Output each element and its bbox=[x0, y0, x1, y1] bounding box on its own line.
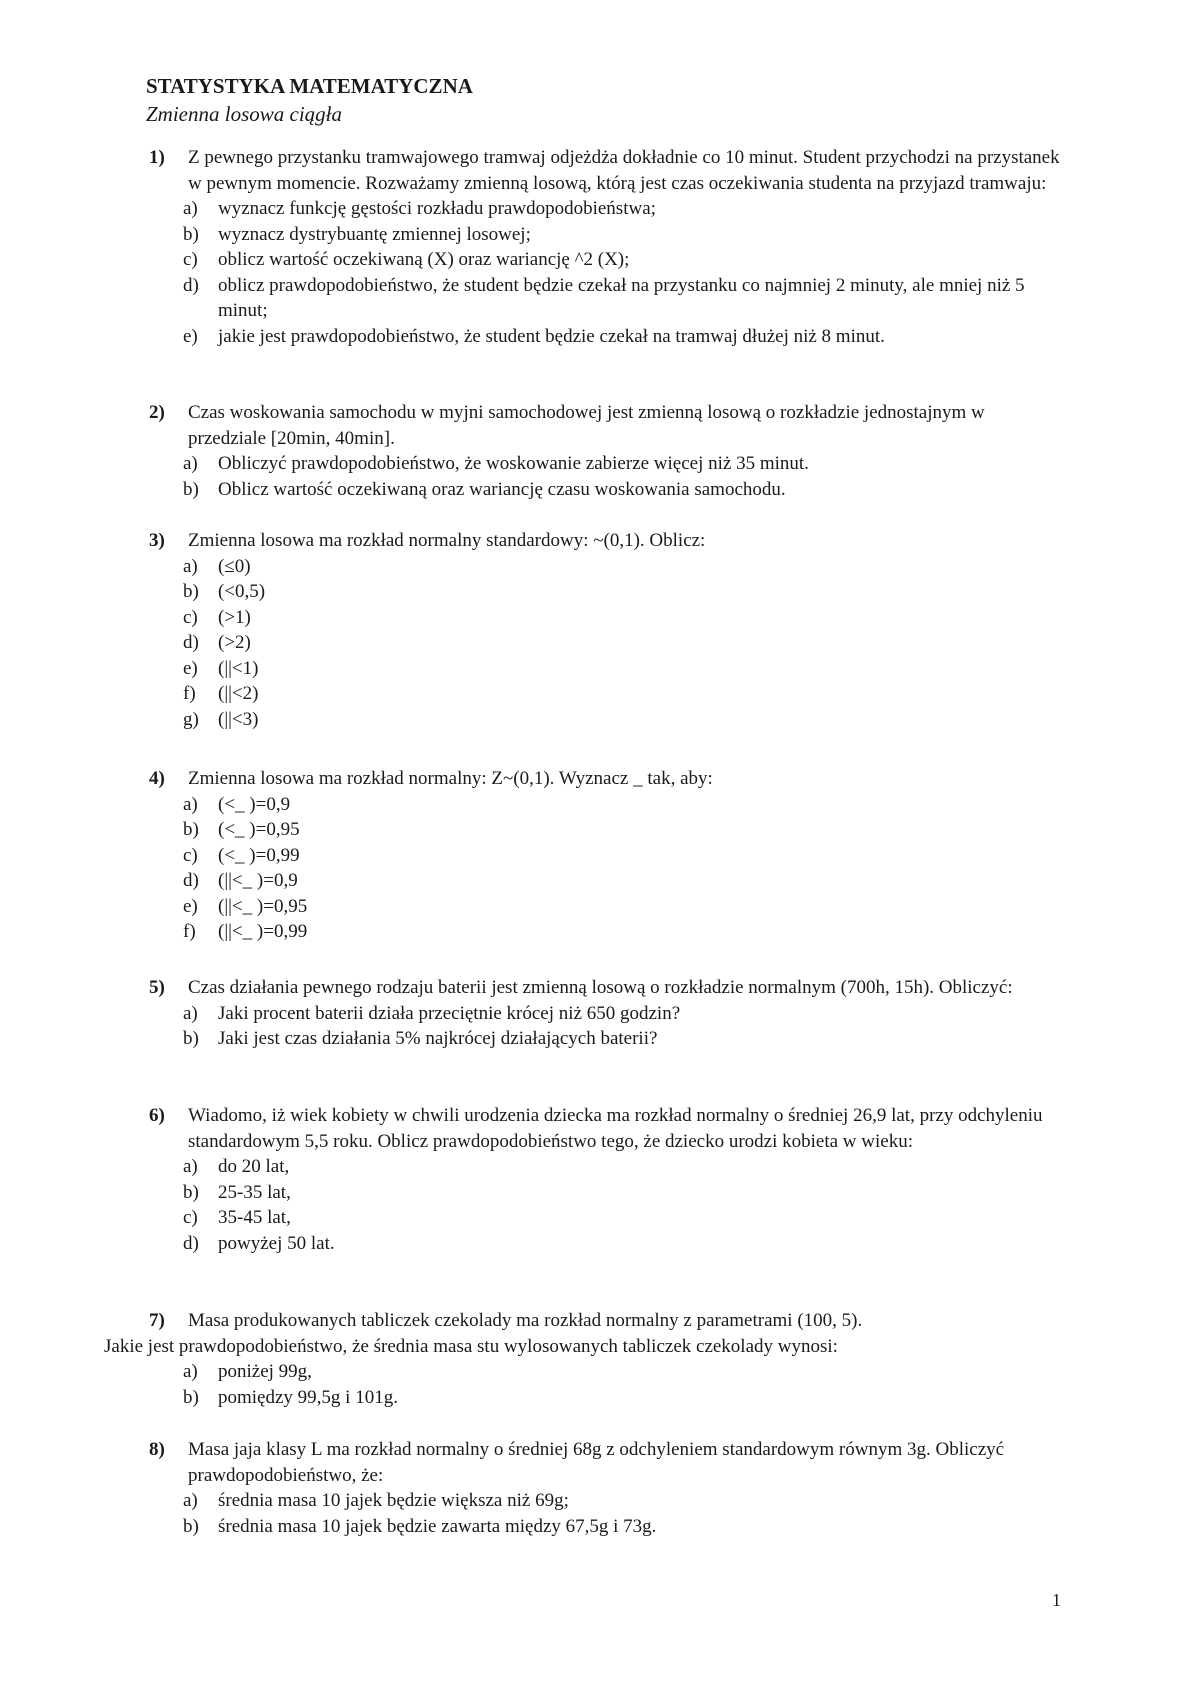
subitem-text: (<0,5) bbox=[218, 581, 266, 602]
subitem-text: (>1) bbox=[218, 606, 251, 628]
subitem-text: poniżej 99g, bbox=[218, 1361, 312, 1382]
document-title: STATYSTYKA MATEMATYCZNA bbox=[146, 74, 473, 98]
problem-number: 7) bbox=[149, 1310, 165, 1331]
subitem-label: d) bbox=[183, 274, 199, 296]
problem-number: 2) bbox=[149, 402, 165, 423]
subitem-b bbox=[146, 1514, 1066, 1540]
subitem-d bbox=[146, 1231, 1066, 1257]
subitem-label: d) bbox=[183, 632, 199, 653]
subitem-b bbox=[146, 477, 1066, 503]
problem-4 bbox=[146, 766, 1066, 945]
subitem-text: (||<2) bbox=[218, 683, 259, 704]
subitem-label: b) bbox=[183, 478, 199, 500]
subitem-text: wyznacz dystrybuantę zmiennej losowej; bbox=[218, 223, 531, 245]
problem-3 bbox=[146, 528, 1066, 732]
subitem-label: c) bbox=[183, 606, 198, 628]
subitem-c bbox=[146, 247, 1066, 273]
subitem-text: powyżej 50 lat. bbox=[218, 1232, 335, 1254]
subitem-text: Jaki procent baterii działa przeciętnie krócej niż 650 godzin? bbox=[218, 1002, 681, 1024]
subitem-label: c) bbox=[183, 844, 198, 866]
subitem-label: a) bbox=[183, 198, 198, 219]
subitem-a bbox=[146, 1001, 1066, 1027]
problem-text: Wiadomo, iż wiek kobiety w chwili urodzenia dziecka ma rozkład normalny o średniej 26,9 lat, przy odchyleniu standardowym 5,5 roku. Oblicz prawdopodobieństwo tego, że dziecko urodzi kobieta w wieku: bbox=[188, 1105, 1043, 1152]
subitem-d bbox=[146, 630, 1066, 656]
problem-8 bbox=[146, 1437, 1066, 1539]
subitem-a bbox=[146, 451, 1066, 477]
problem-statement bbox=[146, 975, 1066, 1001]
subitem-label: d) bbox=[183, 870, 199, 891]
subitem-b bbox=[146, 579, 1066, 605]
subitem-text: (||<_ )=0,99 bbox=[218, 921, 308, 942]
subitem-text: wyznacz funkcję gęstości rozkładu prawdopodobieństwa; bbox=[218, 198, 656, 219]
problem-text: Masa jaja klasy L ma rozkład normalny o średniej 68g z odchyleniem standardowym równym 3g. Obliczyć prawdopodobieństwo, że: bbox=[188, 1439, 1005, 1486]
subitem-label: e) bbox=[183, 895, 198, 917]
subitem-label: e) bbox=[183, 325, 198, 347]
subitem-text: (<_ )=0,99 bbox=[218, 844, 300, 866]
problem-1 bbox=[146, 145, 1066, 349]
subitem-label: c) bbox=[183, 249, 198, 270]
subitem-label: b) bbox=[183, 1028, 199, 1049]
subitem-label: a) bbox=[183, 1002, 198, 1024]
problem-statement bbox=[146, 1308, 1066, 1334]
subitem-label: b) bbox=[183, 1181, 199, 1203]
subitem-label: e) bbox=[183, 657, 198, 679]
problem-text: Z pewnego przystanku tramwajowego tramwaj odjeżdża dokładnie co 10 minut. Student przychodzi na przystanek w pewnym momencie. Rozważamy zmienną losową, którą jest czas oczekiwania studenta na przyjazd tramwaju: bbox=[188, 147, 1060, 194]
subitem-b bbox=[146, 817, 1066, 843]
subitem-label: a) bbox=[183, 1490, 198, 1511]
subitem-label: g) bbox=[183, 708, 199, 730]
subitem-e bbox=[146, 894, 1066, 920]
subitem-label: f) bbox=[183, 921, 196, 942]
document-subtitle: Zmienna losowa ciągła bbox=[146, 102, 343, 126]
subitem-text: (||<3) bbox=[218, 708, 259, 730]
subitem-f bbox=[146, 681, 1066, 707]
subitem-label: a) bbox=[183, 1361, 198, 1382]
subitem-text: 25-35 lat, bbox=[218, 1181, 291, 1203]
subitem-d bbox=[146, 273, 1066, 324]
problem-statement bbox=[146, 1103, 1066, 1154]
subitem-text: oblicz wartość oczekiwaną (X) oraz wariancję ^2 (X); bbox=[218, 249, 630, 270]
subitem-label: a) bbox=[183, 1156, 198, 1177]
problem-number: 5) bbox=[149, 977, 165, 998]
subitem-text: pomiędzy 99,5g i 101g. bbox=[218, 1386, 398, 1408]
problem-number: 4) bbox=[149, 768, 165, 789]
subitem-text: do 20 lat, bbox=[218, 1156, 290, 1177]
subitem-text: oblicz prawdopodobieństwo, że student będzie czekał na przystanku co najmniej 2 minuty, ale mniej niż 5 minut; bbox=[218, 274, 1025, 321]
subitem-c bbox=[146, 843, 1066, 869]
subitem-text: Jaki jest czas działania 5% najkrócej działających baterii? bbox=[218, 1028, 658, 1049]
subitem-text: (||<_ )=0,9 bbox=[218, 870, 298, 891]
subitem-text: (||<1) bbox=[218, 657, 259, 679]
problem-statement bbox=[146, 145, 1066, 196]
problem-text: Czas woskowania samochodu w myjni samochodowej jest zmienną losową o rozkładzie jednostajnym w przedziale [20min, 40min]. bbox=[188, 402, 985, 449]
subitem-label: a) bbox=[183, 793, 198, 815]
problem-text: Zmienna losowa ma rozkład normalny standardowy: ~(0,1). Oblicz: bbox=[188, 530, 706, 551]
subitem-a bbox=[146, 792, 1066, 818]
subitem-text: (<_ )=0,95 bbox=[218, 819, 300, 840]
subitem-text: (<_ )=0,9 bbox=[218, 793, 291, 815]
subitem-text: jakie jest prawdopodobieństwo, że student będzie czekał na tramwaj dłużej niż 8 minut. bbox=[218, 325, 885, 347]
subitem-label: c) bbox=[183, 1207, 198, 1228]
subitem-text: 35-45 lat, bbox=[218, 1207, 291, 1228]
subitem-c bbox=[146, 1205, 1066, 1231]
subitem-text: Oblicz wartość oczekiwaną oraz wariancję czasu woskowania samochodu. bbox=[218, 478, 786, 500]
subitem-e bbox=[146, 324, 1066, 350]
subitem-d bbox=[146, 868, 1066, 894]
subitem-b bbox=[146, 222, 1066, 248]
problem-statement bbox=[146, 766, 1066, 792]
subitem-text: Obliczyć prawdopodobieństwo, że woskowanie zabierze więcej niż 35 minut. bbox=[218, 453, 809, 474]
problem-2 bbox=[146, 400, 1066, 502]
subitem-label: b) bbox=[183, 1515, 199, 1537]
subitem-label: b) bbox=[183, 1386, 199, 1408]
problem-text: Czas działania pewnego rodzaju baterii jest zmienną losową o rozkładzie normalnym (700h, 15h). Obliczyć: bbox=[188, 977, 1013, 998]
subitem-label: a) bbox=[183, 453, 198, 474]
page-number: 1 bbox=[1052, 1590, 1061, 1610]
subitem-b bbox=[146, 1180, 1066, 1206]
problem-number: 1) bbox=[149, 147, 165, 168]
problem-5 bbox=[146, 975, 1066, 1052]
problem-6 bbox=[146, 1103, 1066, 1256]
subitem-a bbox=[146, 1359, 1066, 1385]
subitem-label: d) bbox=[183, 1232, 199, 1254]
subitem-a bbox=[146, 554, 1066, 580]
subitem-b bbox=[146, 1385, 1066, 1411]
problem-number: 3) bbox=[149, 530, 165, 551]
problem-number: 8) bbox=[149, 1439, 165, 1460]
subitem-label: b) bbox=[183, 581, 199, 602]
subitem-g bbox=[146, 707, 1066, 733]
problem-text: Masa produkowanych tabliczek czekolady ma rozkład normalny z parametrami (100, 5). bbox=[188, 1310, 863, 1331]
problem-text: Zmienna losowa ma rozkład normalny: Z~(0,1). Wyznacz _ tak, aby: bbox=[188, 768, 713, 789]
subitem-b bbox=[146, 1026, 1066, 1052]
subitem-f bbox=[146, 919, 1066, 945]
subitem-text: średnia masa 10 jajek będzie zawarta między 67,5g i 73g. bbox=[218, 1515, 657, 1537]
subitem-e bbox=[146, 656, 1066, 682]
subitem-text: (>2) bbox=[218, 632, 251, 653]
subitem-label: b) bbox=[183, 819, 199, 840]
problem-7 bbox=[104, 1308, 1066, 1410]
problem-text-continued: Jakie jest prawdopodobieństwo, że średnia masa stu wylosowanych tabliczek czekolady wynosi: bbox=[104, 1335, 838, 1357]
subitem-label: b) bbox=[183, 223, 199, 245]
subitem-text: średnia masa 10 jajek będzie większa niż 69g; bbox=[218, 1490, 569, 1511]
subitem-label: a) bbox=[183, 555, 198, 577]
problem-statement bbox=[146, 400, 1066, 451]
subitem-text: (||<_ )=0,95 bbox=[218, 895, 308, 917]
subitem-a bbox=[146, 1488, 1066, 1514]
problem-number: 6) bbox=[149, 1105, 165, 1126]
subitem-a bbox=[146, 196, 1066, 222]
subitem-a bbox=[146, 1154, 1066, 1180]
subitem-c bbox=[146, 605, 1066, 631]
subitem-label: f) bbox=[183, 683, 196, 704]
problem-statement bbox=[146, 528, 1066, 554]
subitem-text: (≤0) bbox=[218, 555, 251, 577]
problem-statement bbox=[146, 1437, 1066, 1488]
